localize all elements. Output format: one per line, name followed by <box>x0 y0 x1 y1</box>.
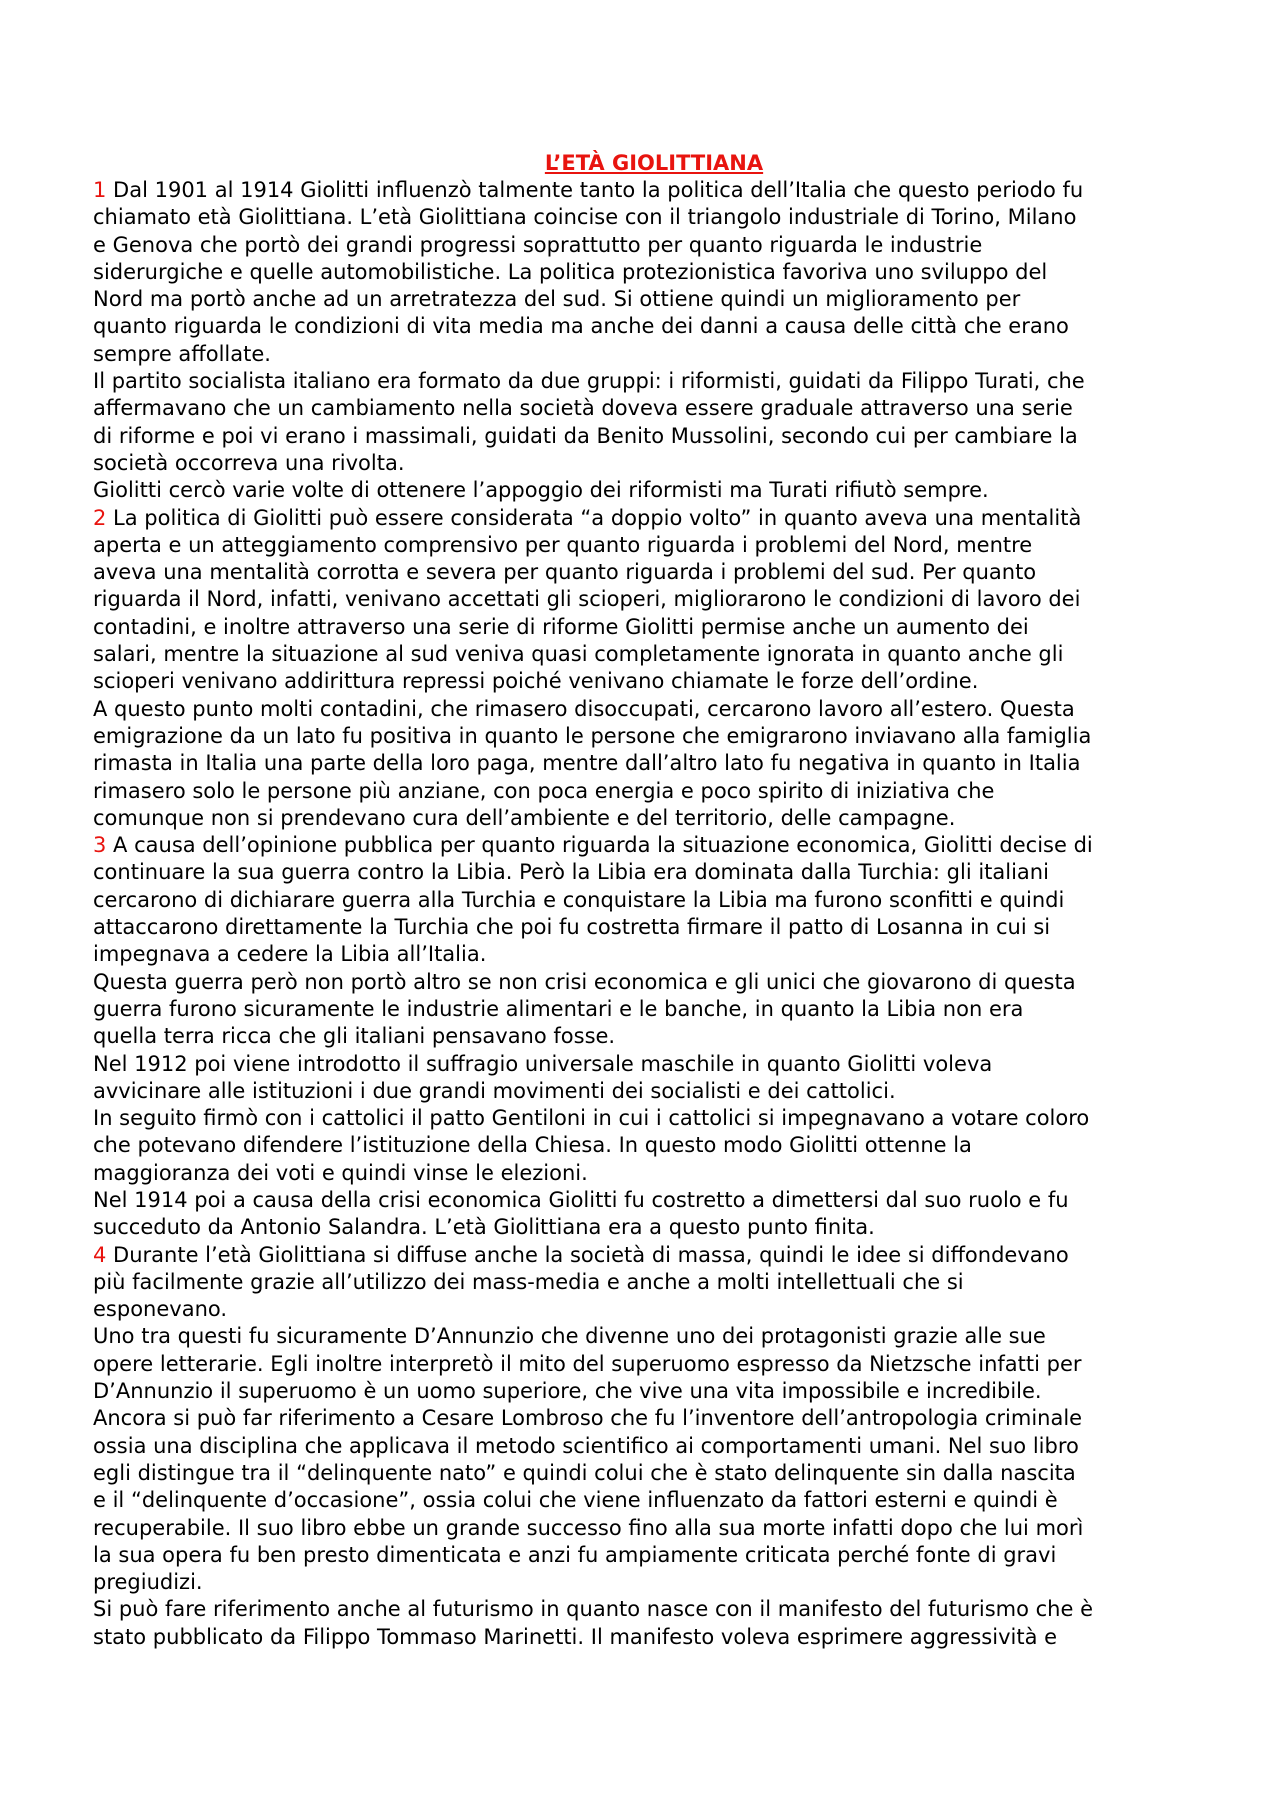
line-text: Dal 1901 al 1914 Giolitti influenzò talmente tanto la politica dell’Italia che questo periodo fu <box>106 178 1084 202</box>
text-line <box>93 204 1215 231</box>
text-line <box>93 941 1215 968</box>
text-line <box>93 1242 1215 1269</box>
line-text: Si può fare riferimento anche al futurismo in quanto nasce con il manifesto del futurismo che è <box>93 1597 1093 1622</box>
line-text: cercarono di dichiarare guerra alla Turchia e conquistare la Libia ma furono sconfitti e quindi <box>93 887 1065 912</box>
text-line <box>93 1542 1215 1569</box>
text-line <box>93 395 1215 422</box>
text-line <box>93 641 1215 668</box>
text-line <box>93 450 1215 477</box>
text-line <box>93 423 1215 450</box>
text-line <box>93 778 1215 805</box>
text-line <box>93 532 1215 559</box>
line-text: maggioranza dei voti e quindi vinse le elezioni. <box>93 1160 588 1185</box>
text-line <box>93 1296 1215 1323</box>
text-line <box>93 996 1215 1023</box>
text-line <box>93 477 1215 504</box>
line-text: e Genova che portò dei grandi progressi soprattutto per quanto riguarda le industrie <box>93 232 983 257</box>
section-number: 4 <box>93 1242 107 1267</box>
line-text: che potevano difendere l’istituzione della Chiesa. In questo modo Giolitti ottenne la <box>93 1133 972 1158</box>
line-text: succeduto da Antonio Salandra. L’età Giolittiana era a questo punto finita. <box>93 1215 875 1240</box>
text-line <box>93 1405 1215 1432</box>
section-number: 2 <box>93 505 107 530</box>
document-title: L’ETÀ GIOLITTIANA <box>544 151 764 175</box>
line-text: aveva una mentalità corrotta e severa per quanto riguarda i problemi del sud. Per quanto <box>93 560 1037 585</box>
line-text: quanto riguarda le condizioni di vita media ma anche dei danni a causa delle città che erano <box>93 314 1069 339</box>
text-line <box>93 1051 1215 1078</box>
line-text: più facilmente grazie all’utilizzo dei mass-media e anche a molti intellettuali che si <box>93 1269 964 1294</box>
line-text: comunque non si prendevano cura dell’ambiente e del territorio, delle campagne. <box>93 805 956 830</box>
line-text: siderurgiche e quelle automobilistiche. La politica protezionistica favoriva uno sviluppo del <box>93 259 1048 284</box>
text-line <box>93 723 1215 750</box>
text-line <box>93 1378 1215 1405</box>
line-text: la sua opera fu ben presto dimenticata e anzi fu ampiamente criticata perché fonte di gravi <box>93 1542 1057 1567</box>
text-line <box>93 1132 1215 1159</box>
paragraph <box>93 1187 1215 1242</box>
text-line <box>93 750 1215 777</box>
paragraph <box>93 477 1215 504</box>
line-text: affermavano che un cambiamento nella società doveva essere graduale attraverso una serie <box>93 396 1073 421</box>
text-line <box>93 505 1215 532</box>
text-line <box>93 969 1215 996</box>
paragraph <box>93 177 1215 368</box>
line-text: opere letterarie. Egli inoltre interpretò il mito del superuomo espresso da Nietzsche infatti per <box>93 1351 1082 1376</box>
text-line <box>93 177 1215 204</box>
text-line <box>93 696 1215 723</box>
paragraph <box>93 505 1215 696</box>
text-line <box>93 668 1215 695</box>
text-line <box>93 914 1215 941</box>
text-line <box>93 1515 1215 1542</box>
line-text: Nord ma portò anche ad un arretratezza del sud. Si ottiene quindi un miglioramento per <box>93 287 1021 312</box>
text-line <box>93 1487 1215 1514</box>
line-text: avvicinare alle istituzioni i due grandi movimenti dei socialisti e dei cattolici. <box>93 1078 896 1103</box>
text-line <box>93 368 1215 395</box>
line-text: di riforme e poi vi erano i massimali, guidati da Benito Mussolini, secondo cui per cambiare la <box>93 423 1078 448</box>
text-line <box>93 286 1215 313</box>
line-text: ossia una disciplina che applicava il metodo scientifico ai comportamenti umani. Nel suo libro <box>93 1433 1079 1458</box>
line-text: aperta e un atteggiamento comprensivo per quanto riguarda i problemi del Nord, mentre <box>93 532 1033 557</box>
line-text: attaccarono direttamente la Turchia che poi fu costretta firmare il patto di Losanna in cui si <box>93 915 1051 940</box>
line-text: D’Annunzio il superuomo è un uomo superiore, che vive una vita impossibile e incredibile. <box>93 1379 1042 1404</box>
line-text: Nel 1914 poi a causa della crisi economica Giolitti fu costretto a dimettersi dal suo ruolo e fu <box>93 1187 1069 1212</box>
line-text: In seguito firmò con i cattolici il patto Gentiloni in cui i cattolici si impegnavano a votare coloro <box>93 1106 1090 1131</box>
line-text: scioperi venivano addirittura repressi poiché venivano chiamate le forze dell’ordine. <box>93 669 979 694</box>
paragraph <box>93 1596 1215 1651</box>
line-text: società occorreva una rivolta. <box>93 450 405 475</box>
paragraph <box>93 1323 1215 1405</box>
line-text: Nel 1912 poi viene introdotto il suffragio universale maschile in quanto Giolitti voleva <box>93 1051 993 1076</box>
line-text: Giolitti cercò varie volte di ottenere l’appoggio dei riformisti ma Turati rifiutò sempre. <box>93 478 989 503</box>
paragraph <box>93 696 1215 832</box>
text-line <box>93 1187 1215 1214</box>
line-text: emigrazione da un lato fu positiva in quanto le persone che emigrarono inviavano alla famiglia <box>93 723 1092 748</box>
document-page <box>93 150 1215 1651</box>
text-line <box>93 259 1215 286</box>
line-text: A questo punto molti contadini, che rimasero disoccupati, cercarono lavoro all’estero. Questa <box>93 696 1075 721</box>
line-text: riguarda il Nord, infatti, venivano accettati gli scioperi, migliorarono le condizioni di lavoro dei <box>93 587 1081 612</box>
text-line <box>93 1078 1215 1105</box>
text-line <box>93 313 1215 340</box>
paragraph <box>93 1242 1215 1324</box>
line-text: A causa dell’opinione pubblica per quanto riguarda la situazione economica, Giolitti decise di <box>106 833 1093 858</box>
text-line <box>93 1569 1215 1596</box>
text-line <box>93 232 1215 259</box>
line-text: contadini, e inoltre attraverso una serie di riforme Giolitti permise anche un aumento dei <box>93 614 1029 639</box>
text-line <box>93 887 1215 914</box>
line-text: esponevano. <box>93 1297 228 1322</box>
line-text: La politica di Giolitti può essere considerata “a doppio volto” in quanto aveva una mentalità <box>106 505 1082 530</box>
text-line <box>93 559 1215 586</box>
line-text: impegnava a cedere la Libia all’Italia. <box>93 942 487 967</box>
text-line <box>93 614 1215 641</box>
document-body <box>93 177 1215 1651</box>
line-text: pregiudizi. <box>93 1570 203 1595</box>
line-text: continuare la sua guerra contro la Libia. Però la Libia era dominata dalla Turchia: gli italiani <box>93 860 1049 885</box>
line-text: rimasero solo le persone più anziane, con poca energia e poco spirito di iniziativa che <box>93 778 995 803</box>
line-text: Il partito socialista italiano era formato da due gruppi: i riformisti, guidati da Filippo Turati, che <box>93 369 1085 394</box>
paragraph <box>93 368 1215 477</box>
text-line <box>93 1105 1215 1132</box>
text-line <box>93 1460 1215 1487</box>
text-line <box>93 1323 1215 1350</box>
line-text: egli distingue tra il “delinquente nato” e quindi colui che è stato delinquente sin dalla nascita <box>93 1460 1076 1485</box>
line-text: sempre affollate. <box>93 341 271 366</box>
text-line <box>93 341 1215 368</box>
line-text: stato pubblicato da Filippo Tommaso Marinetti. Il manifesto voleva esprimere aggressività e <box>93 1624 1058 1649</box>
line-text: chiamato età Giolittiana. L’età Giolittiana coincise con il triangolo industriale di Torino, Milano <box>93 205 1077 230</box>
text-line <box>93 586 1215 613</box>
text-line <box>93 1433 1215 1460</box>
text-line <box>93 1351 1215 1378</box>
text-line <box>93 1269 1215 1296</box>
line-text: salari, mentre la situazione al sud veniva quasi completamente ignorata in quanto anche gli <box>93 642 1064 667</box>
text-line <box>93 805 1215 832</box>
paragraph <box>93 832 1215 968</box>
line-text: rimasta in Italia una parte della loro paga, mentre dall’altro lato fu negativa in quanto in Italia <box>93 751 1081 776</box>
text-line <box>93 1023 1215 1050</box>
line-text: quella terra ricca che gli italiani pensavano fosse. <box>93 1024 616 1049</box>
paragraph <box>93 1051 1215 1106</box>
paragraph <box>93 1105 1215 1187</box>
line-text: Ancora si può far riferimento a Cesare Lombroso che fu l’inventore dell’antropologia criminale <box>93 1406 1083 1431</box>
text-line <box>93 832 1215 859</box>
section-number: 3 <box>93 833 107 858</box>
text-line <box>93 1160 1215 1187</box>
line-text: Durante l’età Giolittiana si diffuse anche la società di massa, quindi le idee si diffondevano <box>106 1242 1069 1267</box>
text-line <box>93 859 1215 886</box>
line-text: Questa guerra però non portò altro se non crisi economica e gli unici che giovarono di questa <box>93 969 1076 994</box>
section-number: 1 <box>93 178 107 202</box>
paragraph <box>93 969 1215 1051</box>
line-text: Uno tra questi fu sicuramente D’Annunzio che divenne uno dei protagonisti grazie alle sue <box>93 1324 1046 1349</box>
line-text: guerra furono sicuramente le industrie alimentari e le banche, in quanto la Libia non era <box>93 996 1024 1021</box>
text-line <box>93 1624 1215 1651</box>
paragraph <box>93 1405 1215 1596</box>
text-line <box>93 1596 1215 1623</box>
line-text: e il “delinquente d’occasione”, ossia colui che viene influenzato da fattori esterni e quindi è <box>93 1488 1058 1513</box>
text-line <box>93 1214 1215 1241</box>
line-text: recuperabile. Il suo libro ebbe un grande successo fino alla sua morte infatti dopo che lui morì <box>93 1515 1084 1540</box>
